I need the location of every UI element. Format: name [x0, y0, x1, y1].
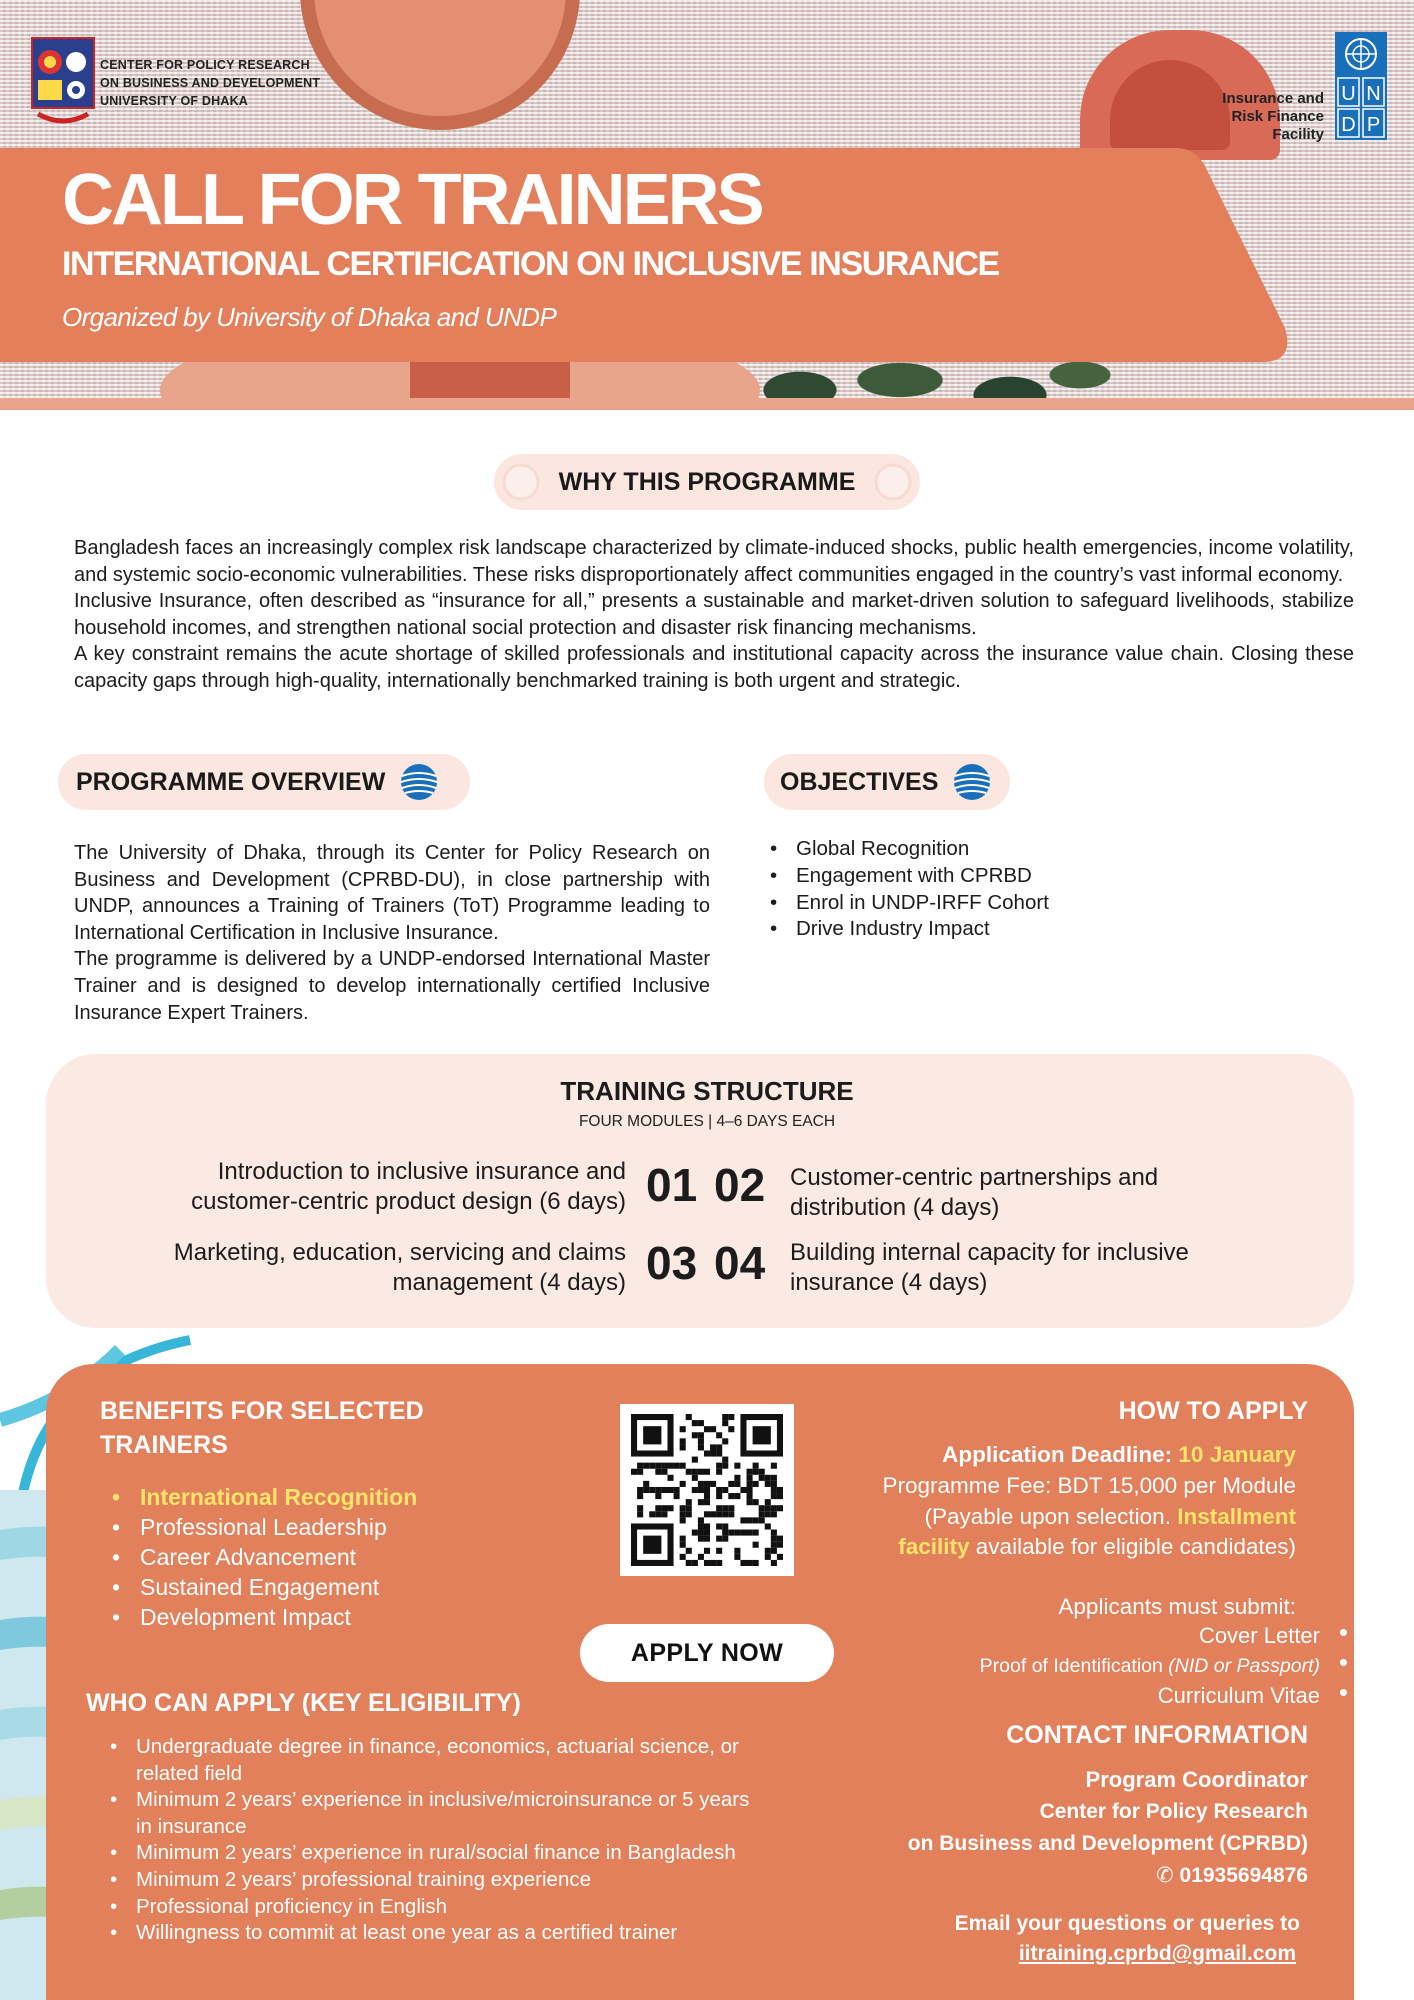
decorative-pot — [300, 0, 580, 130]
submit-heading: Applicants must submit: — [1058, 1594, 1296, 1619]
list-item: • Drive Industry Impact — [770, 916, 1049, 943]
why-programme-text — [74, 535, 1354, 695]
fee-line: Programme Fee: BDT 15,000 per Module — [882, 1473, 1296, 1498]
module-03-line-2: management (4 days) — [392, 1269, 626, 1296]
undp-letter-p: P — [1366, 114, 1381, 136]
programme-overview-heading-label: PROGRAMME OVERVIEW — [76, 767, 386, 796]
module-01-line-1: Introduction to inclusive insurance and — [217, 1158, 626, 1185]
benefits-heading-line-2: TRAINERS — [100, 1431, 228, 1459]
why-paragraph: Inclusive Insurance, often described as “insurance for all,” presents a sustainable and market-driven solution to safeguard livelihoods, stabilize household incomes, and strengthen national social protection and disaster risk financing mechanisms. — [74, 590, 1354, 639]
undp-letter-n: N — [1366, 83, 1381, 105]
list-item: Cover Letter • — [980, 1621, 1348, 1651]
list-item: • Global Recognition — [770, 836, 1049, 863]
module-02-number: 02 — [714, 1159, 766, 1211]
list-item: • Professional proficiency in English — [110, 1894, 750, 1921]
phone-icon: ✆ — [1156, 1864, 1174, 1887]
module-01-line-2: customer-centric product design (6 days) — [191, 1188, 626, 1215]
module-04-line-2: insurance (4 days) — [790, 1269, 988, 1296]
deadline-label: Application Deadline: — [942, 1442, 1173, 1467]
list-item: • Career Advancement — [112, 1542, 417, 1572]
list-item: • Minimum 2 years’ experience in inclusive/microinsurance or 5 years in insurance — [110, 1787, 750, 1840]
qr-code-icon — [630, 1414, 784, 1566]
facility-highlight: facility — [898, 1534, 970, 1559]
page-title: CALL FOR TRAINERS — [62, 160, 762, 240]
list-item: • Willingness to commit at least one year as a certified trainer — [110, 1920, 750, 1947]
email-prompt: Email your questions or queries to — [954, 1912, 1300, 1935]
benefits-heading — [100, 1394, 424, 1462]
apply-now-button[interactable]: APPLY NOW — [580, 1624, 834, 1682]
contact-org-line-2: on Business and Development (CPRBD) — [907, 1832, 1308, 1855]
decorative-globe-icon — [873, 462, 913, 502]
module-02-line-1: Customer-centric partnerships and — [790, 1164, 1159, 1191]
deadline-value: 10 January — [1178, 1442, 1296, 1467]
module-04-description — [790, 1238, 1350, 1298]
module-03-number: 03 — [646, 1237, 698, 1289]
module-01-number: 01 — [646, 1159, 698, 1211]
contact-role: Program Coordinator — [1085, 1767, 1308, 1792]
contact-phone[interactable]: 01935694876 — [1179, 1864, 1308, 1887]
list-item: • Engagement with CPRBD — [770, 863, 1049, 890]
globe-icon — [952, 762, 992, 802]
eligibility-heading: WHO CAN APPLY (KEY ELIGIBILITY) — [86, 1689, 521, 1717]
cprbd-name — [100, 56, 320, 110]
installment-line — [898, 1532, 1296, 1562]
header-bottom-strip — [0, 398, 1414, 410]
cprbd-line-3: UNIVERSITY OF DHAKA — [100, 94, 249, 108]
irff-line-2: Risk Finance — [1231, 108, 1324, 125]
list-item: • Professional Leadership — [112, 1512, 417, 1542]
globe-icon — [399, 762, 439, 802]
apply-qr-code[interactable] — [620, 1404, 794, 1576]
contact-email-link[interactable]: iitraining.cprbd@gmail.com — [1018, 1942, 1296, 1965]
list-item: • Undergraduate degree in finance, economics, actuarial science, or related field — [110, 1734, 750, 1787]
decorative-globe-icon — [501, 462, 541, 502]
payable-line — [925, 1502, 1296, 1532]
list-item: Curriculum Vitae • — [980, 1681, 1348, 1711]
cprbd-line-1: CENTER FOR POLICY RESEARCH — [100, 58, 310, 72]
deadline-line — [942, 1440, 1296, 1470]
list-item: • Minimum 2 years’ experience in rural/social finance in Bangladesh — [110, 1840, 750, 1867]
payable-text: (Payable upon selection. — [924, 1504, 1171, 1529]
overview-paragraph: The programme is delivered by a UNDP-endorsed International Master Trainer and is designed to develop internationally certified Inclusive Insurance Expert Trainers. — [74, 948, 710, 1024]
contact-org-line-1: Center for Policy Research — [1039, 1800, 1308, 1823]
objectives-heading-label: OBJECTIVES — [780, 767, 939, 796]
undp-letter-d: D — [1341, 114, 1356, 136]
how-to-apply-heading: HOW TO APPLY — [1118, 1397, 1308, 1425]
contact-heading: CONTACT INFORMATION — [1006, 1721, 1308, 1749]
module-01-description — [66, 1157, 626, 1217]
list-item: • Development Impact — [112, 1602, 417, 1632]
programme-overview-text — [74, 840, 710, 1026]
proof-note: (NID or Passport) — [1168, 1655, 1320, 1677]
proof-label: Proof of Identification — [979, 1655, 1163, 1677]
module-04-line-1: Building internal capacity for inclusive — [790, 1239, 1189, 1266]
irff-line-1: Insurance and — [1222, 90, 1324, 107]
irff-line-3: Facility — [1272, 126, 1324, 143]
why-programme-heading-label: WHY THIS PROGRAMME — [558, 467, 856, 496]
page-subtitle: INTERNATIONAL CERTIFICATION ON INCLUSIVE INSURANCE — [62, 245, 999, 283]
contact-phone-line[interactable] — [1156, 1860, 1308, 1892]
module-03-description — [66, 1238, 626, 1298]
training-structure-subheading: FOUR MODULES | 4–6 DAYS EACH — [578, 1113, 836, 1130]
overview-paragraph: The University of Dhaka, through its Center for Policy Research on Business and Development (CPRBD-DU), in close partnership with UNDP, announces a Training of Trainers (ToT) Programme leading to International Certification in Inclusive Insurance. — [74, 842, 710, 944]
undp-letter-u: U — [1341, 83, 1356, 105]
list-item: • Minimum 2 years’ professional training experience — [110, 1867, 750, 1894]
module-04-number: 04 — [714, 1237, 766, 1289]
list-item: • Sustained Engagement — [112, 1572, 417, 1602]
organizer-line: Organized by University of Dhaka and UNDP — [62, 302, 557, 332]
undp-logo — [1335, 32, 1387, 140]
eligibility-list — [110, 1734, 750, 1947]
list-item: • Enrol in UNDP-IRFF Cohort — [770, 890, 1049, 917]
installment-text: available for eligible candidates) — [975, 1534, 1296, 1559]
list-item: • International Recognition — [112, 1482, 417, 1512]
cprbd-line-2: ON BUSINESS AND DEVELOPMENT — [100, 76, 321, 90]
why-paragraph: A key constraint remains the acute shortage of skilled professionals and institutional capacity across the insurance value chain. Closing these capacity gaps through high-quality, internationally benchmarked training is both urgent and strategic. — [74, 643, 1354, 692]
objectives-list — [770, 836, 1049, 943]
installment-highlight: Installment — [1177, 1504, 1296, 1529]
benefits-heading-line-1: BENEFITS FOR SELECTED — [100, 1397, 424, 1425]
benefits-list — [112, 1482, 417, 1632]
irff-name — [1222, 90, 1324, 144]
why-paragraph: Bangladesh faces an increasingly complex risk landscape characterized by climate-induced shocks, public health emergencies, income volatility, and systemic socio-economic vulnerabilities. These risks disproportionately affect communities engaged in the country’s vast informal economy. — [74, 537, 1354, 586]
objectives-heading — [764, 754, 1010, 810]
module-02-description — [790, 1163, 1350, 1223]
submit-list — [980, 1621, 1348, 1711]
programme-overview-heading — [58, 754, 470, 810]
module-03-line-1: Marketing, education, servicing and claims — [173, 1239, 626, 1266]
training-structure-heading: TRAINING STRUCTURE — [560, 1076, 854, 1106]
list-item — [980, 1651, 1348, 1681]
module-02-line-2: distribution (4 days) — [790, 1194, 1000, 1221]
university-of-dhaka-logo — [30, 36, 96, 128]
why-programme-heading — [494, 454, 920, 510]
